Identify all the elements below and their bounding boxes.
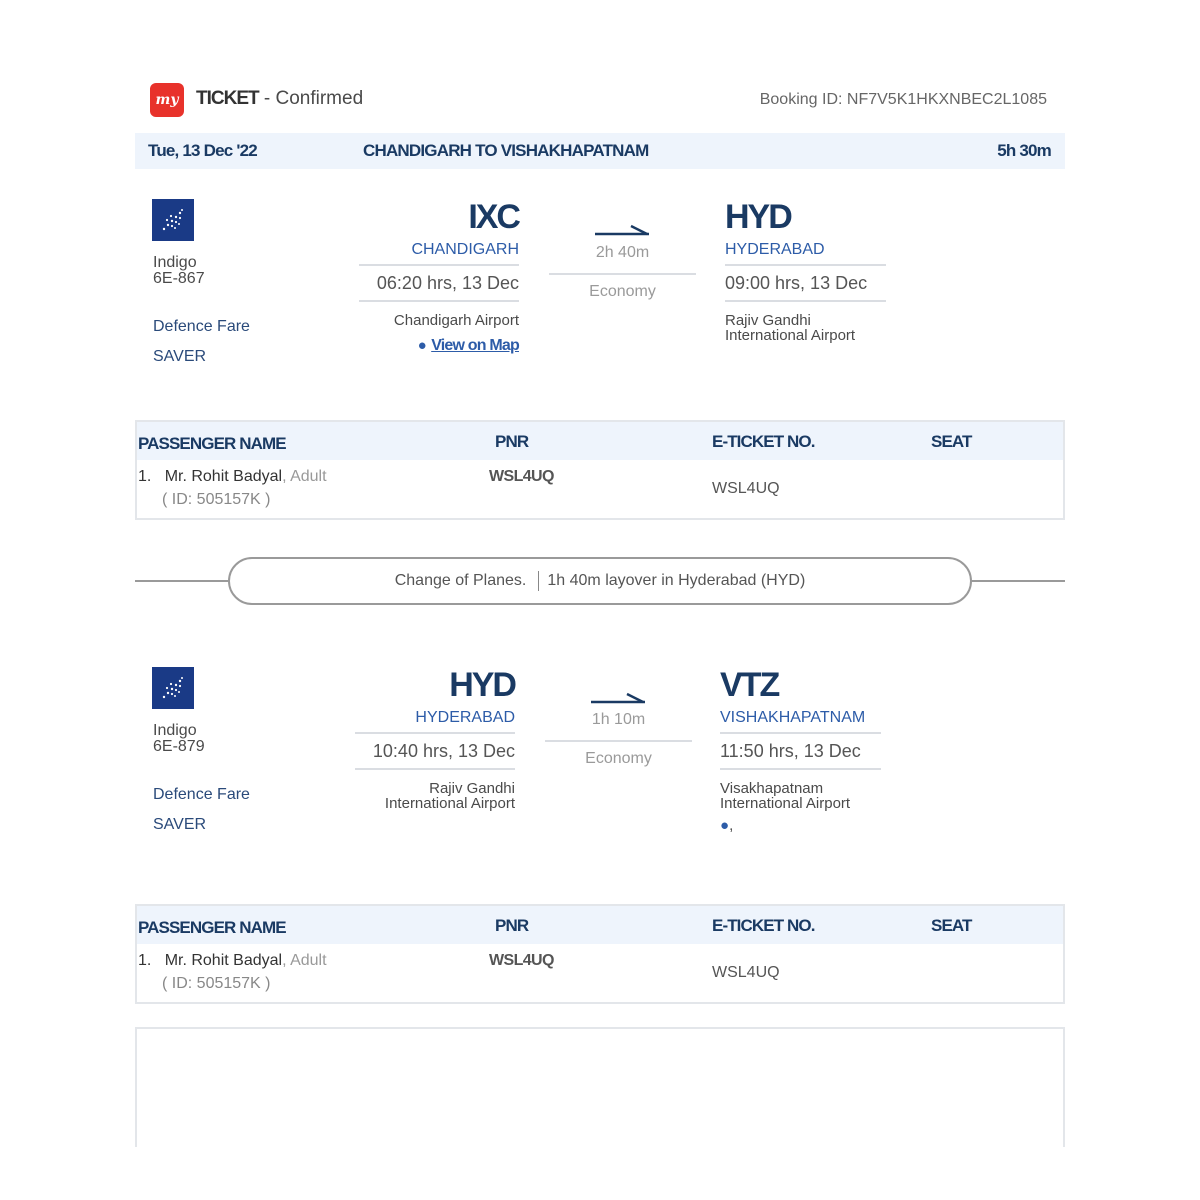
passenger-row bbox=[138, 952, 327, 970]
departure-block bbox=[355, 666, 515, 811]
indigo-logo-icon bbox=[152, 199, 194, 241]
eticket-value: WSL4UQ bbox=[712, 964, 780, 981]
arrival-airport bbox=[720, 781, 881, 811]
arrival-airport-line1: Rajiv Gandhi bbox=[725, 312, 811, 329]
eticket-value: WSL4UQ bbox=[712, 480, 780, 497]
flight-arrow-icon bbox=[589, 685, 649, 707]
col-passenger-name: PASSENGER NAME bbox=[138, 434, 286, 453]
passenger-id: ( ID: 505157K ) bbox=[162, 975, 271, 992]
view-on-map-link[interactable] bbox=[359, 337, 519, 355]
indigo-logo-icon bbox=[152, 667, 194, 709]
col-eticket: E-TICKET NO. bbox=[712, 916, 815, 935]
layover-label: Change of Planes. bbox=[394, 572, 527, 589]
booking-id: Booking ID: NF7V5K1HKXNBEC2L1085 bbox=[759, 91, 1047, 108]
arrival-code: HYD bbox=[725, 198, 791, 236]
makemytrip-logo: my bbox=[150, 83, 184, 117]
departure-airport-line1: Rajiv Gandhi bbox=[429, 780, 515, 797]
col-eticket: E-TICKET NO. bbox=[712, 432, 815, 451]
segment-duration: 1h 10m bbox=[591, 711, 646, 728]
arrival-city: VISHAKHAPATNAM bbox=[720, 709, 866, 726]
segment-duration-block bbox=[545, 685, 692, 768]
col-passenger-name: PASSENGER NAME bbox=[138, 918, 286, 937]
arrival-airport bbox=[725, 313, 886, 343]
layover-detail: 1h 40m layover in Hyderabad (HYD) bbox=[547, 572, 806, 589]
arrival-block bbox=[725, 198, 886, 343]
passenger-name: Mr. Rohit Badyal bbox=[164, 468, 283, 485]
departure-time-text: 06:20 hrs, 13 Dec bbox=[376, 272, 519, 293]
arrival-code: VTZ bbox=[720, 666, 779, 704]
route-title: CHANDIGARH TO VISHAKHAPATNAM bbox=[363, 141, 649, 160]
departure-code: IXC bbox=[468, 198, 519, 236]
passenger-name: Mr. Rohit Badyal bbox=[164, 952, 283, 969]
departure-airport-line2: International Airport bbox=[384, 795, 515, 812]
map-link-text[interactable]: , bbox=[729, 817, 734, 834]
departure-time-text: 10:40 hrs, 13 Dec bbox=[372, 740, 515, 761]
flight-number: 6E-879 bbox=[153, 738, 205, 755]
departure-airport bbox=[355, 781, 515, 811]
flight-arrow-icon bbox=[593, 217, 653, 239]
cabin-class: Economy bbox=[585, 750, 652, 767]
flight-number: 6E-867 bbox=[153, 270, 205, 287]
arrival-time bbox=[725, 264, 886, 302]
layover-separator bbox=[538, 571, 539, 591]
segment-duration: 2h 40m bbox=[595, 244, 650, 261]
location-pin-icon: ● bbox=[417, 337, 427, 354]
travel-date: Tue, 13 Dec '22 bbox=[148, 141, 257, 160]
duration-divider bbox=[549, 273, 696, 275]
departure-time bbox=[355, 732, 515, 770]
passenger-row bbox=[138, 468, 327, 486]
layover-line-right bbox=[970, 580, 1065, 582]
route-summary-bar bbox=[135, 133, 1065, 169]
segment-duration-block bbox=[549, 217, 696, 301]
col-pnr: PNR bbox=[495, 916, 529, 935]
cabin-class: Economy bbox=[589, 283, 656, 300]
ticket-label: TICKET bbox=[196, 88, 259, 109]
fare-type: Defence Fare bbox=[153, 786, 250, 803]
passenger-type: , Adult bbox=[282, 468, 327, 485]
fare-class: SAVER bbox=[153, 348, 207, 365]
airline-name: Indigo bbox=[153, 254, 197, 271]
arrival-time-text: 09:00 hrs, 13 Dec bbox=[725, 272, 868, 293]
passenger-type: , Adult bbox=[282, 952, 327, 969]
passenger-id: ( ID: 505157K ) bbox=[162, 491, 271, 508]
view-on-map-label[interactable]: View on Map bbox=[431, 337, 519, 354]
airline-info bbox=[153, 723, 205, 755]
departure-city: CHANDIGARH bbox=[411, 241, 519, 258]
passenger-index: 1. bbox=[138, 468, 152, 485]
pnr-value: WSL4UQ bbox=[489, 952, 554, 969]
arrival-time-text: 11:50 hrs, 13 Dec bbox=[720, 740, 861, 761]
departure-code: HYD bbox=[449, 666, 515, 704]
airline-name: Indigo bbox=[153, 722, 197, 739]
location-pin-icon: ● bbox=[720, 817, 730, 834]
arrival-airport-line1: Visakhapatnam bbox=[720, 780, 824, 797]
col-pnr: PNR bbox=[495, 432, 529, 451]
passenger-index: 1. bbox=[138, 952, 152, 969]
arrival-block bbox=[720, 666, 881, 835]
duration-divider bbox=[545, 740, 692, 742]
additional-info-box bbox=[135, 1027, 1065, 1147]
departure-airport: Chandigarh Airport bbox=[393, 312, 519, 329]
col-seat: SEAT bbox=[931, 432, 972, 451]
ticket-title bbox=[196, 88, 363, 110]
fare-class: SAVER bbox=[153, 816, 207, 833]
airline-info bbox=[153, 255, 205, 287]
arrival-airport-line2: International Airport bbox=[720, 795, 851, 812]
departure-time bbox=[359, 264, 519, 302]
ticket-status: - Confirmed bbox=[258, 88, 364, 109]
passenger-table bbox=[135, 420, 1065, 520]
fare-type: Defence Fare bbox=[153, 318, 250, 335]
arrival-time bbox=[720, 732, 881, 770]
map-link[interactable] bbox=[720, 817, 881, 835]
arrival-city: HYDERABAD bbox=[725, 241, 825, 258]
layover-banner bbox=[228, 557, 972, 605]
departure-city: HYDERABAD bbox=[415, 709, 515, 726]
pnr-value: WSL4UQ bbox=[489, 468, 554, 485]
departure-block bbox=[359, 198, 519, 355]
passenger-table bbox=[135, 904, 1065, 1004]
col-seat: SEAT bbox=[931, 916, 972, 935]
total-duration: 5h 30m bbox=[997, 141, 1051, 160]
arrival-airport-line2: International Airport bbox=[725, 327, 856, 344]
layover-line-left bbox=[135, 580, 230, 582]
